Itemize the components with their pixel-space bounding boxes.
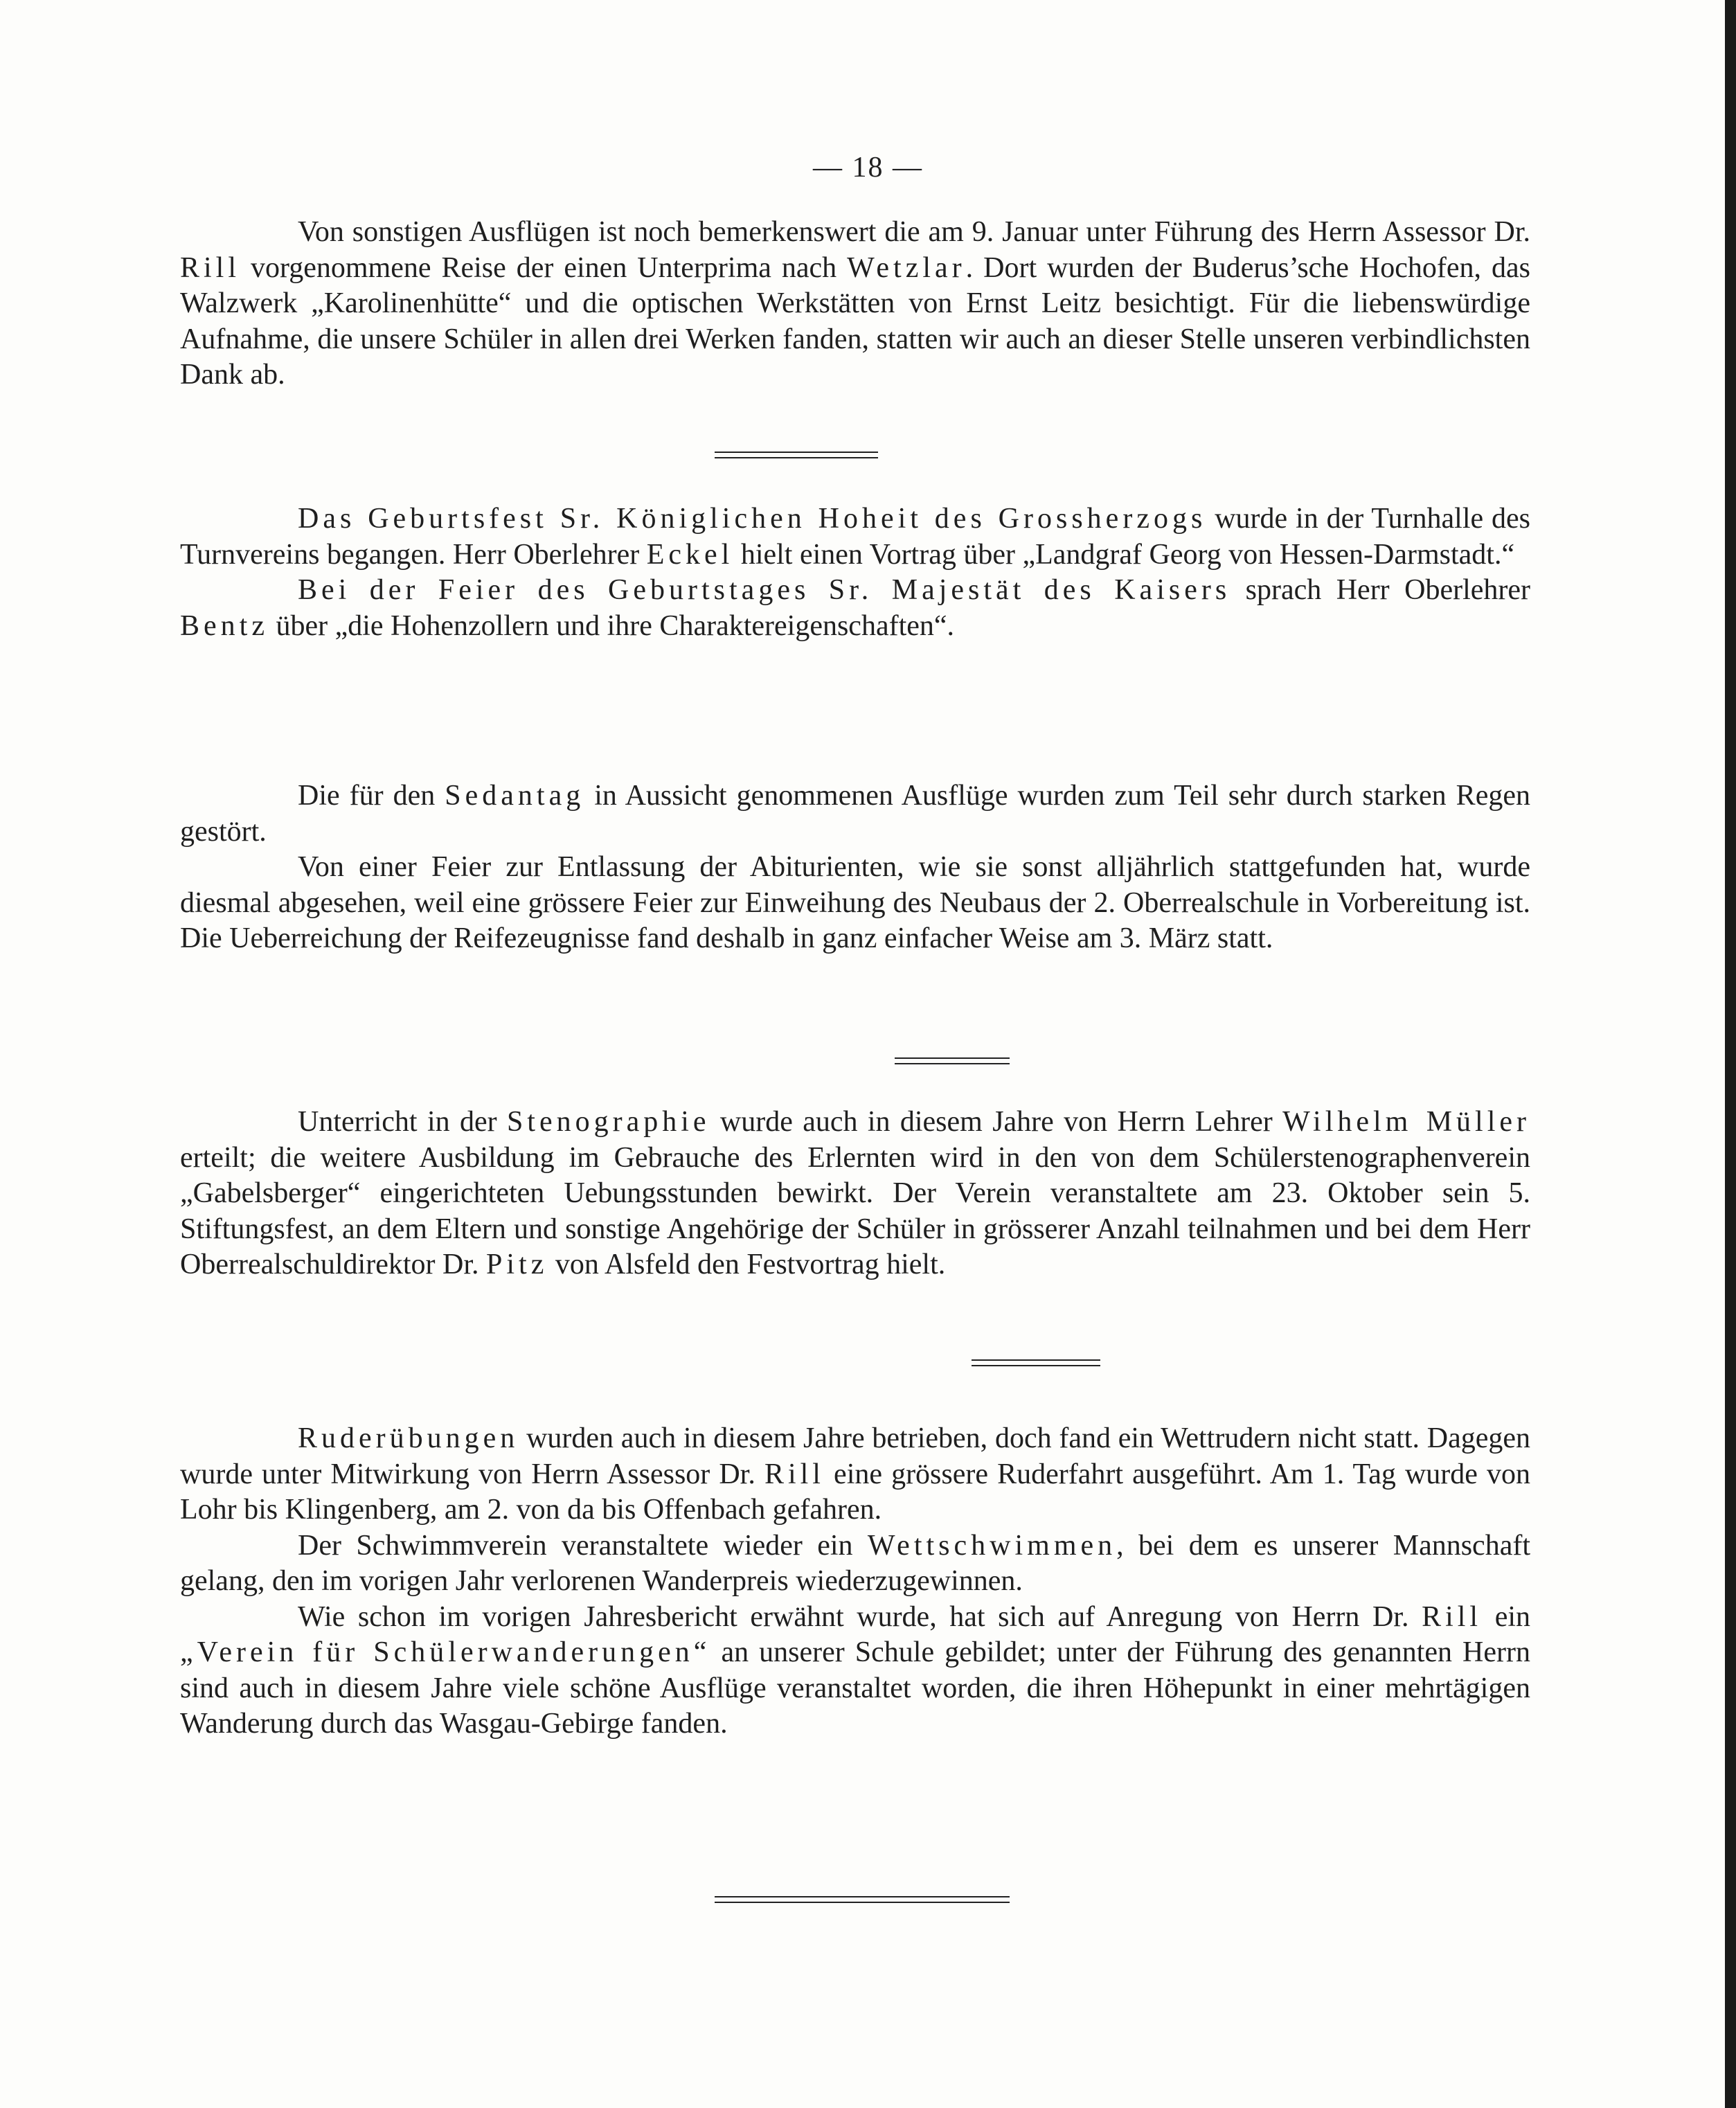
place-name: Wetzlar <box>847 251 966 284</box>
person-name: Pitz <box>486 1249 548 1280</box>
paragraph: Der Schwimmverein veranstaltete wieder ein Wettschwimmen, bei dem es unserer Mannschaft gelang, den im vorigen Jahr verlorenen Wanderpreis wiederzugewinnen. <box>180 1529 1530 1597</box>
person-name: Rill <box>1422 1600 1483 1633</box>
person-name: Bentz <box>180 609 269 642</box>
paragraph: Das Geburtsfest Sr. Königlichen Hoheit des Grossherzogs wurde in der Turnhalle des Turnvereins begangen. Herr Oberlehrer Eckel hielt einen Vortrag über „Landgraf Georg von Hessen-Darmstadt.“ <box>180 503 1530 571</box>
paragraph: Unterricht in der Stenographie wurde auch in diesem Jahre von Herrn Lehrer Wilhelm Müller erteilt; die weitere Ausbildung im Gebrauche des Erlernten wird in den von dem Schülerstenographenverein „Gabelsberger“ eingerichteten Uebungsstunden bewirkt. Der Verein veranstaltete am 23. Oktober sein 5. Stiftungsfest, an dem Eltern und sonstige Angehörige der Schüler in grösserer Anzahl teilnahmen und bei dem Herr Oberrealschuldirektor Dr. Pitz von Alsfeld den Festvortrag hielt. <box>180 1106 1531 1280</box>
paragraph: Wie schon im vorigen Jahresbericht erwähnt wurde, hat sich auf Anregung von Herrn Dr. Rill ein „Verein für Schülerwanderungen“ an unserer Schule gebildet; unter der Führung des genannten Herrn sind auch in diesem Jahre viele schöne Ausflüge veranstaltet worden, die ihren Höhepunkt in einer mehrtägigen Wanderung durch das Wasgau-Gebirge fanden. <box>180 1600 1531 1740</box>
paragraph: Die für den Sedantag in Aussicht genommenen Ausflüge wurden zum Teil sehr durch starken Regen gestört. <box>180 780 1530 848</box>
page-number: — 18 — <box>813 152 923 184</box>
person-name: Rill <box>764 1458 825 1490</box>
section-sedantag <box>180 778 1530 957</box>
paragraph: Von sonstigen Ausflügen ist noch bemerkenswert die am 9. Januar unter Führung des Herrn Assessor Dr. Rill vorgenommene Reise der einen Unterprima nach Wetzlar. Dort wurden der Buderus’sche Hochofen, das Walzwerk „Karolinenhütte“ und die optischen Werkstätten von Ernst Leitz besichtigt. Für die liebenswürdige Aufnahme, die unsere Schüler in allen drei Werken fanden, statten wir auch an dieser Stelle unseren verbindlichsten Dank ab. <box>180 216 1530 391</box>
person-name: Eckel <box>646 538 734 571</box>
section-ausfluege <box>180 215 1530 393</box>
paragraph: Bei der Feier des Geburtstages Sr. Majestät des Kaisers sprach Herr Oberlehrer Bentz über „die Hohenzollern und ihre Charaktereigenschaften“. <box>180 574 1530 642</box>
section-divider <box>895 1057 1010 1064</box>
person-name: Rill <box>180 251 241 284</box>
paragraph: Ruderübungen wurden auch in diesem Jahre betrieben, doch fand ein Wettrudern nicht statt. Dagegen wurde unter Mitwirkung von Herrn Assessor Dr. Rill eine grössere Ruderfahrt ausgeführt. Am 1. Tag wurde von Lohr bis Klingenberg, am 2. von da bis Offenbach gefahren. <box>180 1422 1531 1526</box>
section-sport <box>180 1421 1530 1742</box>
page-edge-shadow <box>1725 0 1736 2108</box>
section-divider <box>715 1896 1010 1903</box>
section-feiern <box>180 501 1530 644</box>
person-name: Wilhelm Müller <box>1282 1106 1531 1138</box>
section-stenographie <box>180 1105 1530 1283</box>
section-divider <box>715 452 878 458</box>
paragraph: Von einer Feier zur Entlassung der Abiturienten, wie sie sonst alljährlich stattgefunden hat, wurde diesmal abgesehen, weil eine grössere Feier zur Einweihung des Neubaus der 2. Oberrealschule in Vorbereitung ist. Die Ueberreichung der Reifezeugnisse fand deshalb in ganz einfacher Weise am 3. März statt. <box>180 851 1530 954</box>
section-divider <box>972 1359 1100 1366</box>
